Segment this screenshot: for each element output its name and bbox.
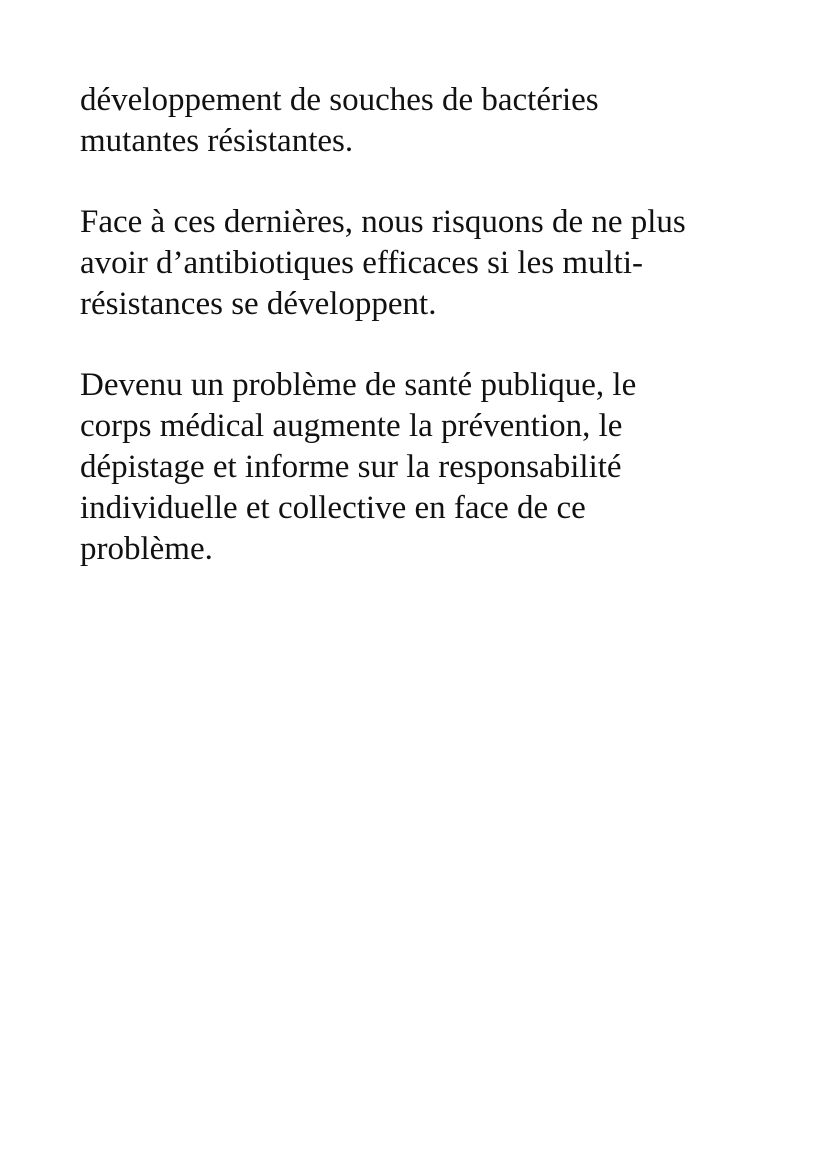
paragraph-1 — [80, 80, 780, 162]
paragraph-2-line-2: avoir d’antibiotiques efficaces si les multi- — [80, 245, 643, 281]
paragraph-3 — [80, 365, 780, 570]
paragraph-3-line-3: dépistage et informe sur la responsabilité — [80, 449, 622, 485]
body-text — [80, 80, 780, 610]
paragraph-2-line-1: Face à ces dernières, nous risquons de ne plus — [80, 204, 686, 240]
paragraph-1-line-1: développement de souches de bactéries — [80, 82, 599, 118]
paragraph-1-line-2: mutantes résistantes. — [80, 123, 354, 159]
paragraph-2-line-3: résistances se développent. — [80, 286, 437, 322]
paragraph-3-line-4: individuelle et collective en face de ce — [80, 490, 586, 526]
paragraph-3-line-5: problème. — [80, 531, 213, 567]
paragraph-2 — [80, 202, 780, 325]
paragraph-3-line-2: corps médical augmente la prévention, le — [80, 408, 623, 444]
paragraph-3-line-1: Devenu un problème de santé publique, le — [80, 367, 637, 403]
